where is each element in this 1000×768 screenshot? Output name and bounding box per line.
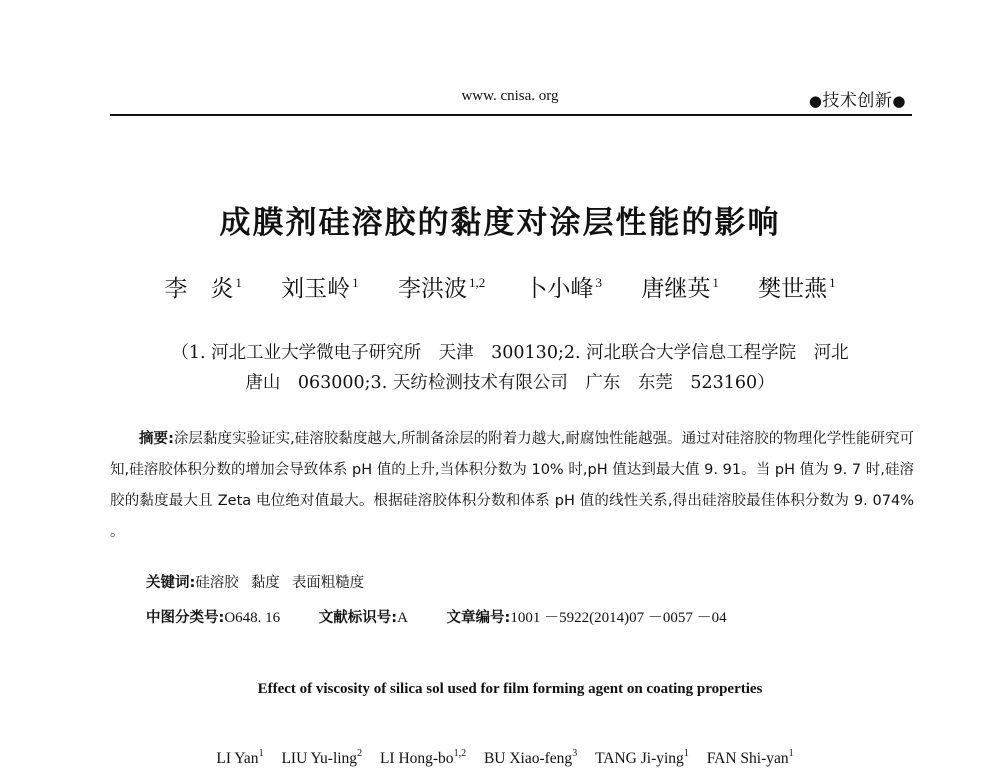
author [281, 270, 359, 303]
keyword: 黏度 [250, 575, 280, 591]
keywords-label: 关键词 [146, 575, 190, 591]
english-author-name: BU Xiao-feng [483, 750, 573, 767]
english-author-affil-mark: 2 [357, 748, 363, 759]
author-name: 樊世燕 [758, 276, 828, 302]
english-author-name: FAN Shi-yan [706, 750, 789, 767]
english-title: Effect of viscosity of silica sol used for film forming agent on coating properties [257, 681, 763, 697]
english-author [380, 750, 466, 767]
author-affil-mark: 1 [829, 275, 836, 290]
doc-code-value: A [397, 610, 408, 626]
author-name: 唐继英 [641, 276, 711, 302]
english-author [484, 750, 577, 767]
keyword: 表面粗糙度 [291, 575, 365, 591]
paper-title: 成膜剂硅溶胶的黏度对涂层性能的影响 [219, 205, 781, 241]
affiliation-line: （1. 河北工业大学微电子研究所 天津 300130;2. 河北联合大学信息工程学院 河北 [171, 343, 849, 363]
author-name: 李 炎 [164, 276, 234, 302]
author [525, 270, 603, 303]
article-no-label: 文章编号 [446, 610, 505, 626]
english-author-affil-mark: 1 [683, 748, 689, 759]
english-author-affil-mark: 1 [788, 748, 794, 759]
author-name: 刘玉岭 [281, 276, 351, 302]
abstract-text: 涂层黏度实验证实,硅溶胶黏度越大,所制备涂层的附着力越大,耐腐蚀性能越强。通过对硅溶胶的物理化学性能研究可知,硅溶胶体积分数的增加会导致体系 pH 值的上升,当体积分数为 10% 时,pH 值达到最大值 9. 91。当 pH 值为 9. 7 时,硅溶胶的黏度最大且 Zeta 电位绝对值最大。根据硅溶胶体积分数和体系 pH 值的线性关系,得出硅溶胶最佳体积分数为 9. 074% 。 [110, 431, 915, 540]
english-author [216, 750, 263, 767]
english-author-name: LI Yan [216, 750, 259, 767]
clc-field: 中图分类号:O648. 16 [146, 610, 281, 626]
author-list [0, 270, 1000, 303]
english-author-affil-mark: 1,2 [453, 748, 467, 759]
english-author [281, 750, 362, 767]
bullet-icon: ● [892, 92, 906, 110]
clc-label: 中图分类号 [146, 610, 219, 626]
doc-code-label: 文献标识号 [318, 610, 392, 626]
keywords [146, 571, 376, 592]
article-no-field: 文章编号:1001 －5922(2014)07 －0057 －04 [446, 610, 727, 626]
classification-line [146, 606, 761, 627]
label-colon: : [189, 575, 196, 591]
author-name: 李洪波 [397, 276, 467, 302]
journal-url: www. cnisa. org [461, 88, 559, 104]
english-author [595, 750, 689, 767]
keyword: 硅溶胶 [195, 575, 239, 591]
abstract [110, 424, 914, 548]
english-author-affil-mark: 1 [258, 748, 264, 759]
label-colon: : [168, 431, 174, 447]
author-name: 卜小峰 [524, 276, 594, 302]
author [164, 270, 242, 303]
affiliation-line: 唐山 063000;3. 天纺检测技术有限公司 广东 东莞 523160） [245, 373, 775, 393]
abstract-label: 摘要 [139, 431, 169, 447]
english-author-list [0, 748, 1000, 768]
author-affil-mark: 1 [235, 275, 242, 290]
bullet-icon: ● [808, 92, 823, 110]
author [641, 270, 719, 303]
author-affil-mark: 1 [352, 275, 359, 290]
doc-code-field: 文献标识号:A [318, 610, 408, 626]
english-author-name: TANG Ji-ying [595, 750, 684, 767]
english-author-name: LI Hong-bo [379, 750, 454, 767]
column-label-text: 技术创新 [822, 91, 893, 111]
author-affil-mark: 3 [595, 275, 603, 290]
article-no-value: 1001 －5922(2014)07 －0057 －04 [510, 610, 727, 626]
author [758, 270, 836, 303]
english-author-name: LIU Yu-ling [281, 750, 358, 767]
column-label [809, 86, 906, 111]
english-author-affil-mark: 3 [572, 748, 578, 759]
author-affil-mark: 1,2 [468, 275, 486, 290]
clc-value: O648. 16 [224, 610, 281, 626]
author-affil-mark: 1 [712, 275, 719, 290]
author [398, 270, 485, 303]
affiliations [120, 338, 900, 398]
english-author [707, 750, 794, 767]
header-rule [110, 114, 912, 116]
